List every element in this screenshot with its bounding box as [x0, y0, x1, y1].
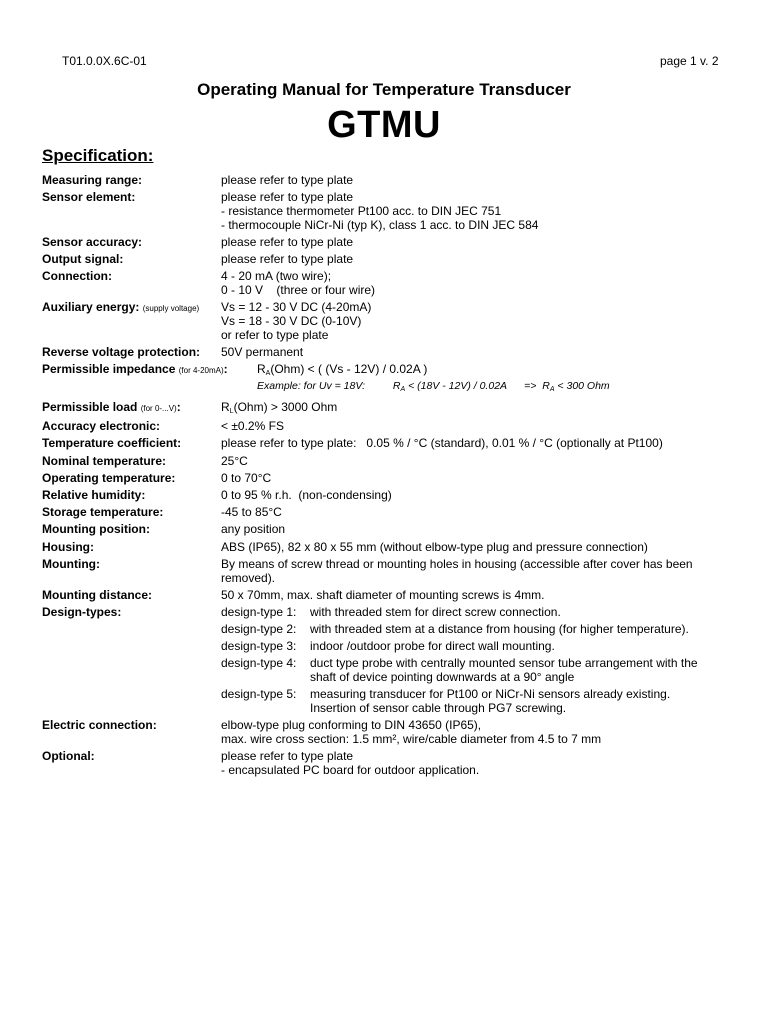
page-info: page 1 v. 2 [660, 54, 719, 68]
spec-value-connection: 4 - 20 mA (two wire); 0 - 10 V (three or four wire) [221, 269, 376, 297]
spec-value-mounting-position: any position [221, 522, 286, 536]
spec-label-housing: Housing: [42, 540, 94, 554]
spec-value-optional: please refer to type plate - encapsulated PC board for outdoor application. [221, 749, 480, 777]
spec-value-output-signal: please refer to type plate [221, 252, 354, 266]
spec-value-relative-humidity: 0 to 95 % r.h. (non-condensing) [221, 488, 392, 502]
spec-label-reverse-voltage: Reverse voltage protection: [42, 345, 201, 359]
spec-value-mounting: By means of screw thread or mounting holes in housing (accessible after cover has been removed). [221, 557, 693, 585]
spec-value-sensor-element: please refer to type plate - resistance thermometer Pt100 acc. to DIN JEC 751 - thermocouple NiCr-Ni (typ K), class 1 acc. to DIN JEC 584 [221, 190, 539, 232]
spec-label-sensor-element: Sensor element: [42, 190, 136, 204]
spec-value-reverse-voltage: 50V permanent [221, 345, 304, 359]
spec-label-mounting-distance: Mounting distance: [42, 588, 152, 602]
spec-label-sensor-accuracy: Sensor accuracy: [42, 235, 143, 249]
spec-label-connection: Connection: [42, 269, 112, 283]
spec-label-auxiliary-energy: Auxiliary energy: (supply voltage) [42, 300, 200, 314]
spec-label-temperature-coefficient: Temperature coefficient: [42, 436, 182, 450]
spec-label-relative-humidity: Relative humidity: [42, 488, 146, 502]
spec-label-mounting: Mounting: [42, 557, 100, 571]
spec-label-operating-temperature: Operating temperature: [42, 471, 176, 485]
spec-value-permissible-load: $R_L(Ohm) > 3000$ Ohm [221, 400, 338, 415]
spec-value-permissible-impedance: $R_A(Ohm)$ < ( (Vs - 12V) / 0.02A ) [257, 362, 428, 377]
spec-value-auxiliary-energy: Vs = 12 - 30 V DC (4-20mA) Vs = 18 - 30 V DC (0-10V) or refer to type plate [221, 300, 372, 342]
spec-value-sensor-accuracy: please refer to type plate [221, 235, 354, 249]
spec-value-accuracy-electronic: < ±0.2% FS [221, 419, 284, 433]
spec-value-measuring-range: please refer to type plate [221, 173, 354, 187]
spec-label-storage-temperature: Storage temperature: [42, 505, 164, 519]
product-name: GTMU [327, 104, 441, 146]
spec-label-output-signal: Output signal: [42, 252, 124, 266]
spec-value-operating-temperature: 0 to 70°C [221, 471, 272, 485]
design-type-item: design-type 3: indoor /outdoor probe for direct wall mounting. [221, 639, 555, 653]
spec-label-accuracy-electronic: Accuracy electronic: [42, 419, 161, 433]
spec-label-nominal-temperature: Nominal temperature: [42, 454, 167, 468]
spec-label-electric-connection: Electric connection: [42, 718, 157, 732]
spec-label-permissible-impedance: Permissible impedance (for 4-20mA): [42, 362, 228, 376]
spec-value-housing: ABS (IP65), 82 x 80 x 55 mm (without elbow-type plug and pressure connection) [221, 540, 648, 554]
spec-value-electric-connection: elbow-type plug conforming to DIN 43650 (IP65), max. wire cross section: 1.5 mm², wire/cable diameter from 4.5 to 7 mm [221, 718, 602, 746]
spec-label-measuring-range: Measuring range: [42, 173, 143, 187]
document-title: Operating Manual for Temperature Transducer [197, 80, 571, 99]
design-type-item: design-type 2: with threaded stem at a distance from housing (for higher temperature). [221, 622, 689, 636]
spec-label-optional: Optional: [42, 749, 95, 763]
spec-label-permissible-load: Permissible load (for 0-...V): [42, 400, 181, 414]
spec-value-nominal-temperature: 25°C [221, 454, 248, 468]
spec-value-temperature-coefficient: please refer to type plate: 0.05 % / °C (standard), 0.01 % / °C (optionally at Pt100) [221, 436, 663, 450]
spec-value-storage-temperature: -45 to 85°C [221, 505, 282, 519]
impedance-example: Example: for Uv = 18V: $R_A < (18V - 12V) / 0.02A$ => $R_A < 300$ Ohm [257, 380, 610, 393]
spec-label-design-types: Design-types: [42, 605, 122, 619]
section-heading: Specification: [42, 146, 154, 165]
spec-label-mounting-position: Mounting position: [42, 522, 150, 536]
spec-value-mounting-distance: 50 x 70mm, max. shaft diameter of mounting screws is 4mm. [221, 588, 545, 602]
document-code: T01.0.0X.6C-01 [62, 54, 147, 68]
design-type-item: design-type 1: with threaded stem for direct screw connection. [221, 605, 561, 619]
design-type-item: design-type 5: measuring transducer for Pt100 or NiCr-Ni sensors already existing. Insertion of sensor cable through PG7 screwing. [221, 687, 671, 715]
design-type-item: design-type 4: duct type probe with centrally mounted sensor tube arrangement with the shaft of device pointing downwards at a 90° angle [221, 656, 698, 684]
